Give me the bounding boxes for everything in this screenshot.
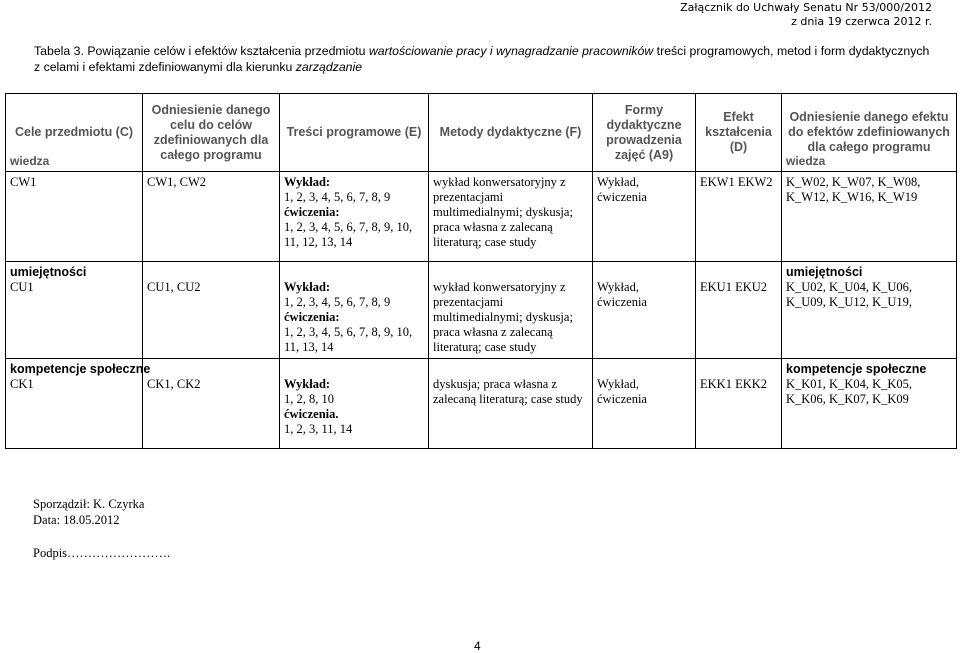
methods-cell: wykład konwersatoryjny z prezentacjami multimedialnymi; dyskusja; praca własna z zalecaną literaturą; case study: [429, 172, 593, 262]
content-cell: Wykład: 1, 2, 3, 4, 5, 6, 7, 8, 9 ćwiczenia: 1, 2, 3, 4, 5, 6, 7, 8, 9, 10, 11, 12, 13, 14: [280, 172, 429, 262]
forms-cell: Wykład, ćwiczenia: [593, 172, 696, 262]
effects-cell: EKW1 EKW2: [696, 172, 782, 262]
caption-field: zarządzanie: [295, 60, 363, 74]
section-label: umiejętności: [10, 265, 87, 279]
methods-cell: dyskusja; praca własna z zalecaną literaturą; case study: [429, 359, 593, 449]
document-header: [680, 1, 932, 29]
caption-part-1: Tabela 3. Powiązanie celów i efektów kształcenia przedmiotu: [34, 44, 369, 58]
goal-cell: CW1: [6, 172, 143, 262]
forms-cell: Wykład, ćwiczenia: [593, 262, 696, 359]
header-program-content: Treści programowe (E): [280, 94, 429, 172]
effect-reference-cell: kompetencje społeczne K_K01, K_K04, K_K05, K_K06, K_K07, K_K09: [782, 359, 957, 449]
header-learning-effect: Efekt kształcenia (D): [696, 94, 782, 172]
prepared-date: Data: 18.05.2012: [33, 513, 120, 527]
signature-line: Podpis…………………….: [33, 546, 171, 560]
goal-reference-cell: CW1, CW2: [143, 172, 280, 262]
table-row: [6, 262, 957, 359]
page-number: 4: [474, 639, 481, 653]
header-goal-reference: Odniesienie danego celu do celów zdefiniowanych dla całego programu: [143, 94, 280, 172]
content-cell: Wykład: 1, 2, 8, 10 ćwiczenia. 1, 2, 3, 11, 14: [280, 359, 429, 449]
header-line-1: Załącznik do Uchwały Senatu Nr 53/000/2012: [680, 1, 932, 14]
header-goals: Cele przedmiotu (C) wiedza: [6, 94, 143, 172]
prepared-by: Sporządził: K. Czyrka: [33, 497, 145, 511]
table-header-row: [6, 94, 957, 172]
caption-subject: wartościowanie pracy i wynagradzanie pracowników: [368, 44, 654, 58]
effects-cell: EKK1 EKK2: [696, 359, 782, 449]
methods-cell: wykład konwersatoryjny z prezentacjami multimedialnymi; dyskusja; praca własna z zalecaną literaturą; case study: [429, 262, 593, 359]
goal-reference-cell: CU1, CU2: [143, 262, 280, 359]
goal-reference-cell: CK1, CK2: [143, 359, 280, 449]
content-cell: Wykład: 1, 2, 3, 4, 5, 6, 7, 8, 9 ćwiczenia: 1, 2, 3, 4, 5, 6, 7, 8, 9, 10, 11, 13, 14: [280, 262, 429, 359]
header-goals-wiedza: wiedza: [10, 154, 50, 168]
header-effect-wiedza: wiedza: [786, 154, 826, 168]
caption-part-2: treści programowych, metod i form dydaktycznych z celami i efektami zdefiniowanymi dla kierunku: [34, 44, 930, 74]
header-effect-reference: Odniesienie danego efektu do efektów zdefiniowanych dla całego programu wiedza: [782, 94, 957, 172]
table-row: [6, 359, 957, 449]
section-label-right: umiejętności: [786, 265, 863, 279]
effects-cell: EKU1 EKU2: [696, 262, 782, 359]
section-label-right: kompetencje społeczne: [786, 362, 927, 376]
header-teaching-forms: Formy dydaktyczne prowadzenia zajęć (A9): [593, 94, 696, 172]
forms-cell: Wykład, ćwiczenia: [593, 359, 696, 449]
goal-cell: umiejętności CU1: [6, 262, 143, 359]
section-label: kompetencje społeczne: [10, 362, 151, 376]
header-teaching-methods: Metody dydaktyczne (F): [429, 94, 593, 172]
table-row: [6, 172, 957, 262]
table-caption: [34, 43, 934, 75]
goal-cell: kompetencje społeczne CK1: [6, 359, 143, 449]
effect-reference-cell: umiejętności K_U02, K_U04, K_U06, K_U09, K_U12, K_U19,: [782, 262, 957, 359]
header-line-2: z dnia 19 czerwca 2012 r.: [791, 15, 932, 28]
effect-reference-cell: K_W02, K_W07, K_W08, K_W12, K_W16, K_W19: [782, 172, 957, 262]
mapping-table: [5, 93, 957, 449]
